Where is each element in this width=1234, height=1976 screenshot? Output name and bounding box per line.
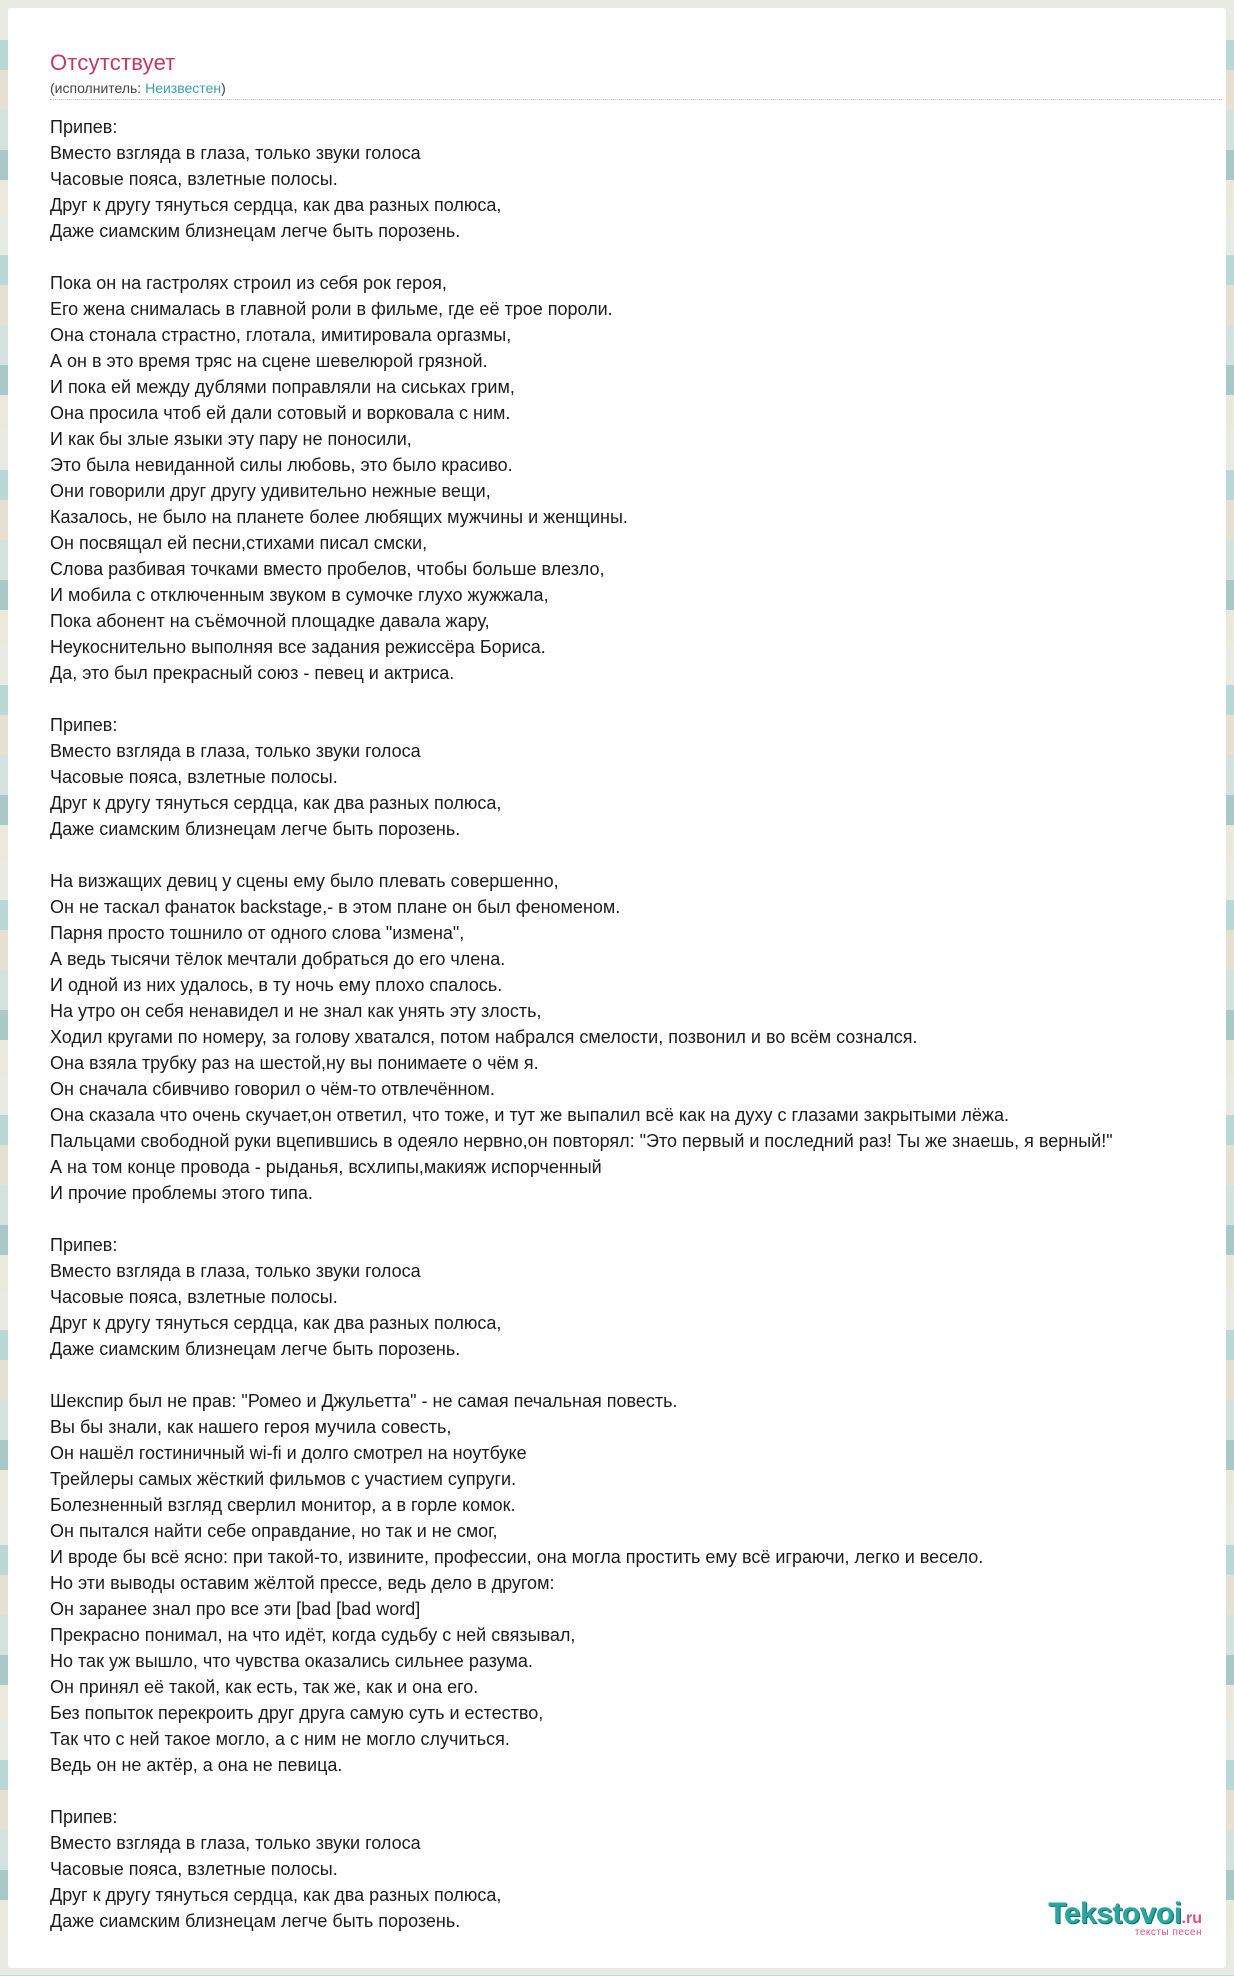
lyric-line: Он пытался найти себе оправдание, но так и не смог,	[50, 1521, 498, 1541]
lyric-line: Ведь он не актёр, а она не певица.	[50, 1755, 343, 1775]
lyric-line: Друг к другу тянуться сердца, как два разных полюса,	[50, 1885, 502, 1905]
logo-tagline: тексты песен	[1134, 1927, 1202, 1938]
lyric-line: Слова разбивая точками вместо пробелов, чтобы больше влезло,	[50, 559, 605, 579]
lyric-line: А ведь тысячи тёлок мечтали добраться до его члена.	[50, 949, 506, 969]
lyric-blank-line	[50, 1778, 1226, 1804]
lyric-line: Даже сиамским близнецам легче быть порозень.	[50, 221, 461, 241]
lyric-line: Часовые пояса, взлетные полосы.	[50, 1859, 338, 1879]
lyric-line: Да, это был прекрасный союз - певец и актриса.	[50, 663, 455, 683]
lyric-line: Припев:	[50, 117, 118, 137]
lyric-line: Это была невиданной силы любовь, это было красиво.	[50, 455, 513, 475]
lyric-line: И пока ей между дублями поправляли на сиськах грим,	[50, 377, 515, 397]
artist-link[interactable]: Неизвестен	[145, 80, 222, 96]
lyric-line: Вместо взгляда в глаза, только звуки голоса	[50, 741, 421, 761]
lyric-line: Вместо взгляда в глаза, только звуки голоса	[50, 1261, 421, 1281]
lyric-line: Так что с ней такое могло, а с ним не могло случиться.	[50, 1729, 510, 1749]
lyric-line: А на том конце провода - рыданья, всхлипы,макияж испорченный	[50, 1157, 602, 1177]
page-frame	[8, 8, 1226, 1968]
lyric-line: Даже сиамским близнецам легче быть порозень.	[50, 819, 461, 839]
lyric-line: Ходил кругами по номеру, за голову хватался, потом набрался смелости, позвонил и во всём сознался.	[50, 1027, 918, 1047]
lyric-line: Вы бы знали, как нашего героя мучила совесть,	[50, 1417, 452, 1437]
lyric-line: Он не таскал фанаток backstage,- в этом плане он был феноменом.	[50, 897, 621, 917]
lyric-line: Пока он на гастролях строил из себя рок героя,	[50, 273, 447, 293]
lyric-line: Припев:	[50, 1235, 118, 1255]
logo-tld: .ru	[1181, 1910, 1202, 1927]
lyric-line: На визжащих девиц у сцены ему было плевать совершенно,	[50, 871, 559, 891]
lyric-line: Припев:	[50, 1807, 118, 1827]
lyric-line: Припев:	[50, 715, 118, 735]
lyric-line: Казалось, не было на планете более любящих мужчины и женщины.	[50, 507, 628, 527]
lyric-line: Парня просто тошнило от одного слова "измена",	[50, 923, 465, 943]
lyric-line: Он заранее знал про все эти [bad [bad word]	[50, 1599, 421, 1619]
logo-name: Tekstovoi	[1048, 1897, 1182, 1930]
lyric-line: Друг к другу тянуться сердца, как два разных полюса,	[50, 793, 502, 813]
artist-suffix: )	[221, 80, 226, 96]
lyric-line: Она стонала страстно, глотала, имитировала оргазмы,	[50, 325, 512, 345]
lyric-line: Друг к другу тянуться сердца, как два разных полюса,	[50, 195, 502, 215]
lyric-blank-line	[50, 686, 1226, 712]
lyric-line: Его жена снималась в главной роли в фильме, где её трое пороли.	[50, 299, 613, 319]
lyric-line: Пока абонент на съёмочной площадке давала жару,	[50, 611, 490, 631]
artist-line	[50, 80, 226, 96]
lyric-line: Неукоснительно выполняя все задания режиссёра Бориса.	[50, 637, 546, 657]
lyric-line: На утро он себя ненавидел и не знал как унять эту злость,	[50, 1001, 542, 1021]
site-logo[interactable]	[1048, 1897, 1202, 1938]
lyric-line: Она взяла трубку раз на шестой,ну вы понимаете о чём я.	[50, 1053, 539, 1073]
lyric-line: Вместо взгляда в глаза, только звуки голоса	[50, 143, 421, 163]
artist-prefix: (исполнитель:	[50, 80, 146, 96]
lyric-line: Он сначала сбивчиво говорил о чём-то отвлечённом.	[50, 1079, 495, 1099]
lyric-line: Даже сиамским близнецам легче быть порозень.	[50, 1339, 461, 1359]
lyric-line: И как бы злые языки эту пару не поносили,	[50, 429, 412, 449]
lyric-line: Друг к другу тянуться сердца, как два разных полюса,	[50, 1313, 502, 1333]
lyric-line: И вроде бы всё ясно: при такой-то, извините, профессии, она могла простить ему всё играючи, легко и весело.	[50, 1547, 984, 1567]
title-divider	[50, 99, 1222, 100]
lyric-blank-line	[50, 1362, 1226, 1388]
lyric-line: И прочие проблемы этого типа.	[50, 1183, 313, 1203]
lyric-line: Прекрасно понимал, на что идёт, когда судьбу с ней связывал,	[50, 1625, 576, 1645]
lyric-line: Он нашёл гостиничный wi-fi и долго смотрел на ноутбуке	[50, 1443, 527, 1463]
lyric-line: Но так уж вышло, что чувства оказались сильнее разума.	[50, 1651, 533, 1671]
lyric-line: Но эти выводы оставим жёлтой прессе, ведь дело в другом:	[50, 1573, 555, 1593]
lyric-line: Вместо взгляда в глаза, только звуки голоса	[50, 1833, 421, 1853]
lyric-blank-line	[50, 244, 1226, 270]
lyrics-text	[50, 114, 1226, 1934]
lyric-line: Пальцами свободной руки вцепившись в одеяло нервно,он повторял: "Это первый и последний раз! Ты же знаешь, я верный!"	[50, 1131, 1113, 1151]
lyric-line: Часовые пояса, взлетные полосы.	[50, 767, 338, 787]
lyric-line: Часовые пояса, взлетные полосы.	[50, 1287, 338, 1307]
lyric-line: А он в это время тряс на сцене шевелюрой грязной.	[50, 351, 488, 371]
lyric-line: Она сказала что очень скучает,он ответил, что тоже, и тут же выпалил всё как на духу с глазами закрытыми лёжа.	[50, 1105, 1009, 1125]
lyric-blank-line	[50, 1206, 1226, 1232]
lyric-line: Он принял её такой, как есть, так же, как и она его.	[50, 1677, 479, 1697]
lyric-line: И одной из них удалось, в ту ночь ему плохо спалось.	[50, 975, 503, 995]
lyric-line: Болезненный взгляд сверлил монитор, а в горле комок.	[50, 1495, 516, 1515]
lyric-line: Часовые пояса, взлетные полосы.	[50, 169, 338, 189]
lyric-blank-line	[50, 842, 1226, 868]
lyric-line: Она просила чтоб ей дали сотовый и ворковала с ним.	[50, 403, 511, 423]
lyric-line: Он посвящал ей песни,стихами писал смски,	[50, 533, 428, 553]
lyric-line: Шекспир был не прав: "Ромео и Джульетта" - не самая печальная повесть.	[50, 1391, 678, 1411]
lyric-line: И мобила с отключенным звуком в сумочке глухо жужжала,	[50, 585, 549, 605]
lyrics-card	[28, 26, 1224, 1964]
lyric-line: Даже сиамским близнецам легче быть порозень.	[50, 1911, 461, 1931]
lyric-line: Без попыток перекроить друг друга самую суть и естество,	[50, 1703, 544, 1723]
lyric-line: Трейлеры самых жёсткий фильмов с участием супруги.	[50, 1469, 517, 1489]
song-title: Отсутствует	[50, 50, 176, 75]
lyric-line: Они говорили друг другу удивительно нежные вещи,	[50, 481, 491, 501]
